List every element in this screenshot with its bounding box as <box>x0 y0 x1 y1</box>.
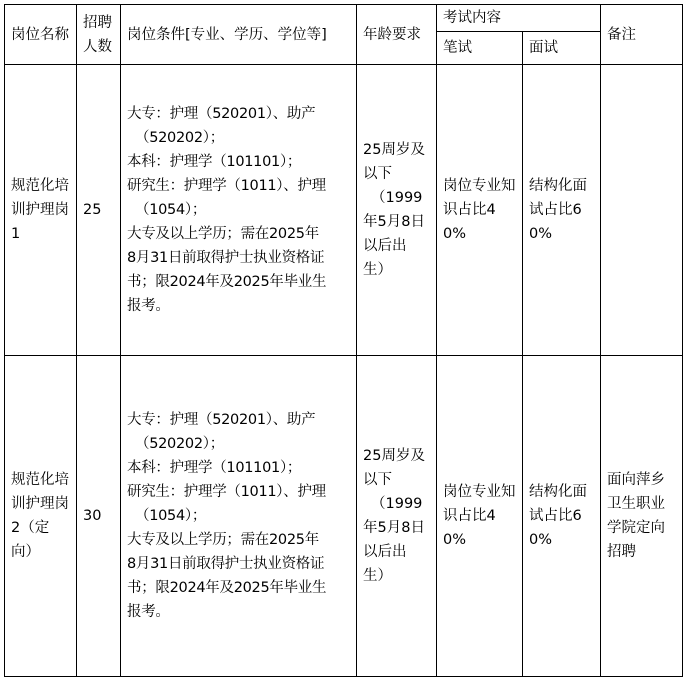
header-exam: 考试内容 <box>437 5 601 32</box>
written-cell: 岗位专业知识占比40% <box>437 356 523 677</box>
headcount-cell: 25 <box>77 65 121 356</box>
age-line: 年5月8日 <box>363 520 425 536</box>
conditions-cell <box>121 65 357 356</box>
condition-line: 书；限2024年及2025年毕业生 <box>127 580 327 596</box>
header-conditions: 岗位条件[专业、学历、学位等] <box>121 5 357 65</box>
age-line: 生） <box>363 262 392 278</box>
age-line: 以下 <box>363 472 392 488</box>
age-cell <box>357 65 437 356</box>
written-cell: 岗位专业知识占比40% <box>437 65 523 356</box>
interview-cell: 结构化面试占比60% <box>523 65 601 356</box>
age-cell <box>357 356 437 677</box>
condition-line: 报考。 <box>127 604 170 620</box>
condition-line: 书；限2024年及2025年毕业生 <box>127 274 327 290</box>
condition-line: 大专：护理（520201）、助产 <box>127 412 316 428</box>
condition-line: 大专：护理（520201）、助产 <box>127 106 316 122</box>
header-age: 年龄要求 <box>357 5 437 65</box>
remarks-cell: 面向萍乡卫生职业学院定向招聘 <box>601 356 683 677</box>
age-line: 25周岁及 <box>363 142 425 158</box>
condition-line: 8月31日前取得护士执业资格证 <box>127 556 325 572</box>
interview-cell: 结构化面试占比60% <box>523 356 601 677</box>
condition-line: （1054）； <box>135 508 207 524</box>
condition-line: 报考。 <box>127 298 170 314</box>
condition-line: （520202）； <box>135 436 224 452</box>
condition-line: 本科：护理学（101101）； <box>127 460 302 476</box>
table-row <box>5 65 683 356</box>
condition-line: 本科：护理学（101101）； <box>127 154 302 170</box>
remarks-cell <box>601 65 683 356</box>
age-line: 生） <box>363 568 392 584</box>
header-written: 笔试 <box>437 32 523 65</box>
condition-line: 8月31日前取得护士执业资格证 <box>127 250 325 266</box>
header-row <box>5 5 683 32</box>
condition-line: 研究生：护理学（1011）、护理 <box>127 484 326 500</box>
age-line: 以下 <box>363 166 392 182</box>
age-line: （1999 <box>371 190 423 206</box>
condition-line: （1054）； <box>135 202 207 218</box>
header-interview: 面试 <box>523 32 601 65</box>
table-row <box>5 356 683 677</box>
age-line: 以后出 <box>363 238 407 254</box>
recruitment-table <box>4 4 683 677</box>
conditions-cell <box>121 356 357 677</box>
header-headcount: 招聘人数 <box>77 5 121 65</box>
condition-line: （520202）； <box>135 130 224 146</box>
header-post-name: 岗位名称 <box>5 5 77 65</box>
age-line: 25周岁及 <box>363 448 425 464</box>
condition-line: 大专及以上学历；需在2025年 <box>127 532 319 548</box>
age-line: （1999 <box>371 496 423 512</box>
age-line: 年5月8日 <box>363 214 425 230</box>
condition-line: 研究生：护理学（1011）、护理 <box>127 178 326 194</box>
condition-line: 大专及以上学历；需在2025年 <box>127 226 319 242</box>
post-name-cell: 规范化培训护理岗1 <box>5 65 77 356</box>
header-remarks: 备注 <box>601 5 683 65</box>
age-line: 以后出 <box>363 544 407 560</box>
post-name-cell: 规范化培训护理岗2（定向） <box>5 356 77 677</box>
headcount-cell: 30 <box>77 356 121 677</box>
